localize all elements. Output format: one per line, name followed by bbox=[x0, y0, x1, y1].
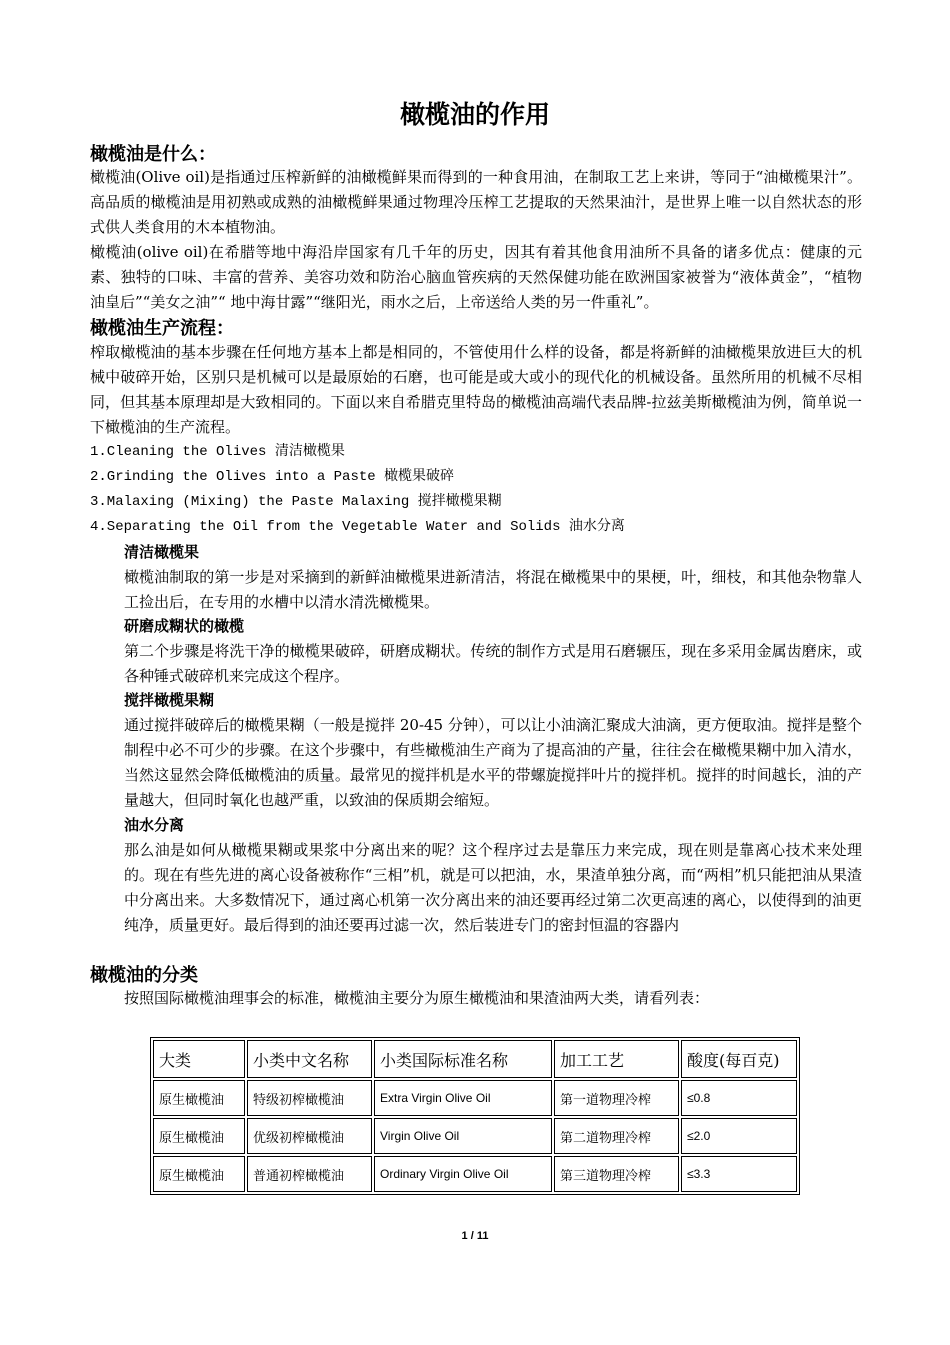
detail-heading-cleaning: 清洁橄榄果 bbox=[124, 543, 200, 561]
table-cell: 第二道物理冷榨 bbox=[554, 1118, 679, 1154]
table-cell: ≤2.0 bbox=[681, 1118, 797, 1154]
detail-text-separating: 那么油是如何从橄榄果糊或果浆中分离出来的呢？这个程序过去是靠压力来完成，现在则是靠离心技术来处理的。现在有些先进的离心设备被称作“三相”机，就是可以把油，水，果渣单独分离，而“两相”机只能把油从果渣中分离出来。大多数情况下，通过离心机第一次分离出来的油还要再经过第二次更高速的离心，以使得到的油更纯净，质量更好。最后得到的油还要再过滤一次，然后装进专门的密封恒温的容器内 bbox=[124, 841, 862, 934]
paragraph-what-2: 橄榄油(olive oil)在希腊等地中海沿岸国家有几千年的历史，因其有着其他食用油所不具备的诸多优点：健康的元素、独特的口味、丰富的营养、美容功效和防治心脑血管疾病的天然保健功能在欧洲国家被誉为“液体黄金”，“植物油皇后”“美女之油”“ 地中海甘露”“继阳光，雨水之后，上帝送给人类的另一件重礼”。 bbox=[90, 243, 862, 311]
detail-heading-malaxing: 搅拌橄榄果糊 bbox=[124, 691, 215, 709]
table-cell: Ordinary Virgin Olive Oil bbox=[374, 1156, 552, 1192]
table-row bbox=[153, 1156, 797, 1192]
table-row bbox=[153, 1080, 797, 1116]
table-cell: Extra Virgin Olive Oil bbox=[374, 1080, 552, 1116]
detail-text-malaxing: 通过搅拌破碎后的橄榄果糊（一般是搅拌 20-45 分钟），可以让小油滴汇聚成大油滴，更方便取油。搅拌是整个制程中必不可少的步骤。在这个步骤中，有些橄榄油生产商为了提高油的产量，往往会在橄榄果糊中加入清水，当然这显然会降低橄榄油的质量。最常见的搅拌机是水平的带螺旋搅拌叶片的搅拌机。搅拌的时间越长，油的产量越大，但同时氧化也越严重，以致油的保质期会缩短。 bbox=[124, 716, 862, 809]
page-number: 1 / 11 bbox=[461, 1230, 489, 1242]
section-heading-what: 橄榄油是什么： bbox=[90, 144, 216, 164]
process-step-3: 3.Malaxing (Mixing) the Paste Malaxing 搅拌橄榄果糊 bbox=[90, 494, 502, 510]
process-step-1: 1.Cleaning the Olives 清洁橄榄果 bbox=[90, 444, 345, 460]
table-cell: 原生橄榄油 bbox=[153, 1156, 245, 1192]
paragraph-what-1: 橄榄油(Olive oil)是指通过压榨新鲜的油橄榄鲜果而得到的一种食用油，在制取工艺上来讲，等同于“油橄榄果汁”。高品质的橄榄油是用初熟或成熟的油橄榄鲜果通过物理冷压榨工艺提取的天然果油汁，是世界上唯一以自然状态的形式供人类食用的木本植物油。 bbox=[90, 168, 862, 236]
process-step-4: 4.Separating the Oil from the Vegetable Water and Solids 油水分离 bbox=[90, 519, 625, 535]
table-header-cell: 酸度(每百克) bbox=[681, 1040, 797, 1078]
process-step-2: 2.Grinding the Olives into a Paste 橄榄果破碎 bbox=[90, 469, 455, 485]
table-cell: 第一道物理冷榨 bbox=[554, 1080, 679, 1116]
detail-heading-grinding: 研磨成糊状的橄榄 bbox=[124, 617, 245, 635]
table-cell: 原生橄榄油 bbox=[153, 1080, 245, 1116]
section-heading-process: 橄榄油生产流程： bbox=[90, 318, 234, 338]
detail-heading-separating: 油水分离 bbox=[124, 816, 185, 834]
detail-text-cleaning: 橄榄油制取的第一步是对采摘到的新鲜油橄榄果进新清洁，将混在橄榄果中的果梗，叶，细枝，和其他杂物靠人工捡出后，在专用的水槽中以清水清洗橄榄果。 bbox=[124, 568, 862, 611]
table-header-cell: 大类 bbox=[153, 1040, 245, 1078]
detail-text-grinding: 第二个步骤是将洗干净的橄榄果破碎，研磨成糊状。传统的制作方式是用石磨辗压，现在多采用金属齿磨床，或各种锤式破碎机来完成这个程序。 bbox=[124, 642, 862, 685]
table-cell: 普通初榨橄榄油 bbox=[247, 1156, 372, 1192]
table-cell: 特级初榨橄榄油 bbox=[247, 1080, 372, 1116]
classification-table bbox=[150, 1037, 800, 1195]
document-title: 橄榄油的作用 bbox=[399, 101, 550, 129]
table-header-row bbox=[153, 1040, 797, 1078]
table-cell: Virgin Olive Oil bbox=[374, 1118, 552, 1154]
table-cell: 第三道物理冷榨 bbox=[554, 1156, 679, 1192]
paragraph-classes-intro: 按照国际橄榄油理事会的标准，橄榄油主要分为原生橄榄油和果渣油两大类，请看列表： bbox=[124, 989, 710, 1007]
table-row bbox=[153, 1118, 797, 1154]
paragraph-process-intro: 榨取橄榄油的基本步骤在任何地方基本上都是相同的，不管使用什么样的设备，都是将新鲜的油橄榄果放进巨大的机械中破碎开始，区别只是机械可以是最原始的石磨，也可能是或大或小的现代化的机械设备。虽然所用的机械不尽相同，但其基本原理却是大致相同的。下面以来自希腊克里特岛的橄榄油高端代表品牌-拉兹美斯橄榄油为例，简单说一下橄榄油的生产流程。 bbox=[90, 343, 862, 436]
table-cell: 原生橄榄油 bbox=[153, 1118, 245, 1154]
table-header-cell: 加工工艺 bbox=[554, 1040, 679, 1078]
table-header-cell: 小类中文名称 bbox=[247, 1040, 372, 1078]
table-cell: ≤3.3 bbox=[681, 1156, 797, 1192]
table-header-cell: 小类国际标准名称 bbox=[374, 1040, 552, 1078]
table-cell: 优级初榨橄榄油 bbox=[247, 1118, 372, 1154]
table-cell: ≤0.8 bbox=[681, 1080, 797, 1116]
section-heading-classes: 橄榄油的分类 bbox=[90, 965, 198, 985]
